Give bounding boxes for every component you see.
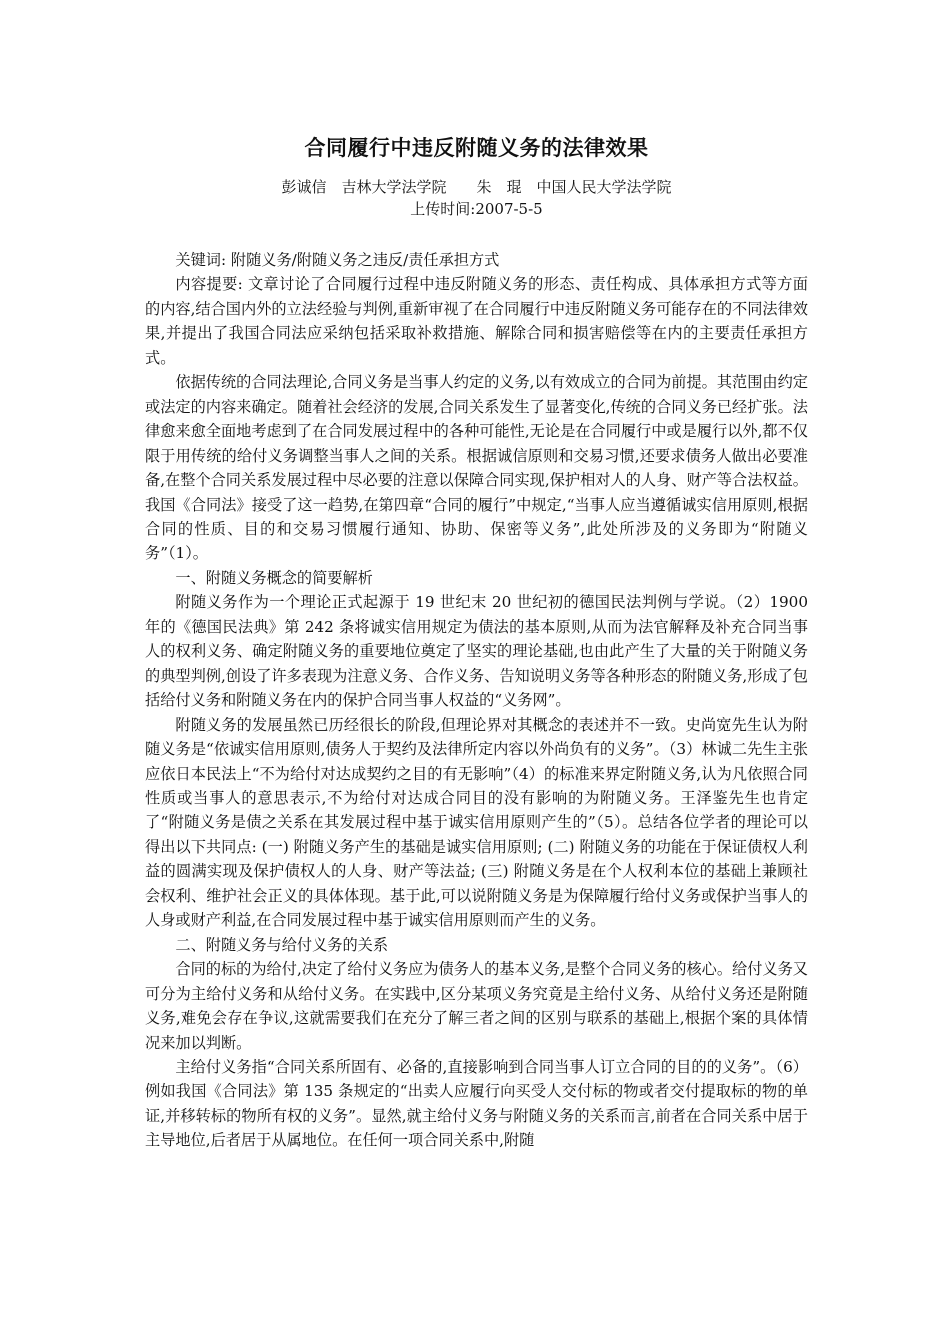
upload-time: 上传时间:2007-5-5 [410, 200, 543, 218]
author-line: 彭诚信 吉林大学法学院 朱 琨 中国人民大学法学院 [281, 178, 672, 196]
body-paragraph: 附随义务作为一个理论正式起源于 19 世纪末 20 世纪初的德国民法判例与学说。（2）1900 年的《德国民法典》第 242 条将诚实信用规定为债法的基本原则,从而为法官解释及补充合同当事人的权利义务、确定附随义务的重要地位奠定了坚实的理论基础,也由此产生了大量的关于附随义务的典型判例,创设了许多表现为注意义务、合作义务、告知说明义务等各种形态的附随义务,形成了包括给付义务和附随义务在内的保护合同当事人权益的“义务网”。 [145, 593, 808, 710]
document-title: 合同履行中违反附随义务的法律效果 [304, 135, 649, 160]
abstract-paragraph: 内容提要: 文章讨论了合同履行过程中违反附随义务的形态、责任构成、具体承担方式等方面的内容,结合国内外的立法经验与判例,重新审视了在合同履行中违反附随义务可能存在的不同法律效果,并提出了我国合同法应采纳包括采取补救措施、解除合同和损害赔偿等在内的主要责任承担方式。 [145, 275, 808, 367]
body-paragraph: 依据传统的合同法理论,合同义务是当事人约定的义务,以有效成立的合同为前提。其范围由约定或法定的内容来确定。随着社会经济的发展,合同关系发生了显著变化,传统的合同义务已经扩张。法律愈来愈全面地考虑到了在合同发展过程中的各种可能性,无论是在合同履行中或是履行以外,都不仅限于用传统的给付义务调整当事人之间的关系。根据诚信原则和交易习惯,还要求债务人做出必要准备,在整个合同关系发展过程中尽必要的注意以保障合同实现,保护相对人的人身、财产等合法权益。我国《合同法》接受了这一趋势,在第四章“合同的履行”中规定,“当事人应当遵循诚实信用原则,根据合同的性质、目的和交易习惯履行通知、协助、保密等义务”,此处所涉及的义务即为“附随义务”（1）。 [145, 373, 808, 563]
section-heading: 一、附随义务概念的简要解析 [175, 568, 373, 587]
document-body [145, 248, 808, 1153]
document-page [145, 130, 808, 1153]
body-paragraph: 附随义务的发展虽然已历经很长的阶段,但理论界对其概念的表述并不一致。史尚宽先生认为附随义务是“依诚实信用原则,债务人于契约及法律所定内容以外尚负有的义务”。（3）林诚二先生主张应依日本民法上“不为给付对达成契约之目的有无影响”（4）的标准来界定附随义务,认为凡依照合同性质或当事人的意思表示,不为给付对达成合同目的没有影响的为附随义务。王泽鉴先生也肯定了“附随义务是债之关系在其发展过程中基于诚实信用原则产生的”（5）。总结各位学者的理论可以得出以下共同点: (一) 附随义务产生的基础是诚实信用原则; (二) 附随义务的功能在于保证债权人利益的圆满实现及保护债权人的人身、财产等法益; (三) 附随义务是在个人权利本位的基础上兼顾社会权利、维护社会正义的具体体现。基于此,可以说附随义务是为保障履行给付义务或保护当事人的人身或财产利益,在合同发展过程中基于诚实信用原则而产生的义务。 [145, 715, 808, 930]
body-paragraph: 合同的标的为给付,决定了给付义务应为债务人的基本义务,是整个合同义务的核心。给付义务又可分为主给付义务和从给付义务。在实践中,区分某项义务究竟是主给付义务、从给付义务还是附随义务,难免会存在争议,这就需要我们在充分了解三者之间的区别与联系的基础上,根据个案的具体情况来加以判断。 [145, 960, 808, 1052]
keywords-paragraph: 关键词: 附随义务/附随义务之违反/责任承担方式 [175, 251, 500, 269]
section-heading: 二、附随义务与给付义务的关系 [175, 935, 389, 954]
body-paragraph: 主给付义务指“合同关系所固有、必备的,直接影响到合同当事人订立合同的目的的义务”。（6）例如我国《合同法》第 135 条规定的“出卖人应履行向买受人交付标的物或者交付提取标的物的单证,并移转标的物所有权的义务”。显然,就主给付义务与附随义务的关系而言,前者在合同关系中居于主导地位,后者居于从属地位。在任何一项合同关系中,附随 [145, 1057, 808, 1150]
